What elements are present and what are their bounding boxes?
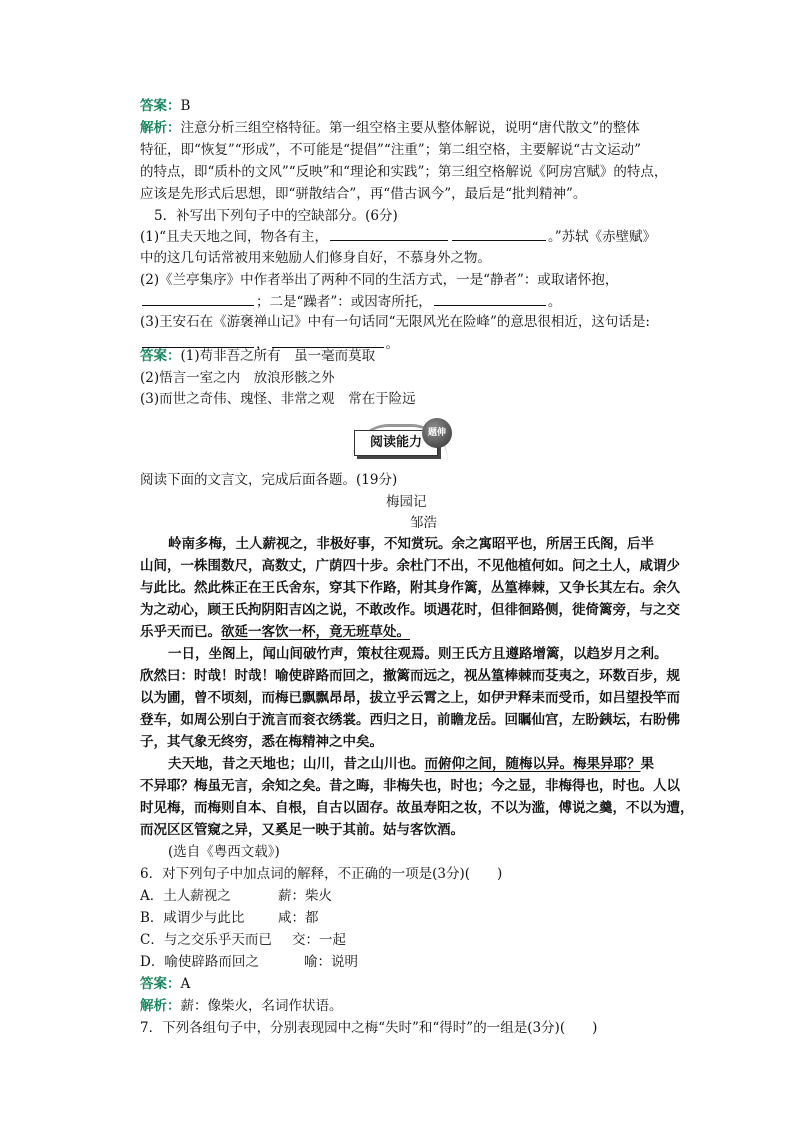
q5-s2-line-2: ；二是“躁者”：或因寄所托， 。 <box>140 293 561 311</box>
reading-intro: 阅读下面的文言文，完成后面各题。(19分) <box>140 472 398 488</box>
p2-line-5: 子，其气象无终穷，悉在梅精神之中矣。 <box>140 734 383 750</box>
q4-analysis-line-3: 的特点，即“质朴的文风”“反映”和“理论和实践”；第三组空格解说《阿房宫赋》的特点， <box>140 164 668 180</box>
q4-analysis-line-4: 应该是先形式后思想，即“骈散结合”，再“借古讽今”，最后是“批判精神”。 <box>140 186 587 202</box>
q4-answer-value: B <box>180 98 191 114</box>
q6-option-a[interactable]: A．土人薪视之 薪：柴火 <box>140 888 332 904</box>
p3-line-2: 不异耶？梅虽无言，余知之矣。昔之晦，非梅失也，时也；今之显，非梅得也，时也。人以 <box>140 778 680 794</box>
q7-stem: 7．下列各组句子中，分别表现园中之梅“失时”和“得时”的一组是(3分)( ) <box>140 1020 598 1036</box>
q5-answer-2: (2)悟言一室之内 放浪形骸之外 <box>140 370 335 386</box>
fill-blank[interactable] <box>452 228 546 241</box>
banner-badge-icon: 题伸 <box>422 418 452 448</box>
p1-line-1: 岭南多梅，土人薪视之，非极好事，不知赏玩。余之寓昭平也，所居王氏阁，后半 <box>168 536 654 552</box>
fill-blank[interactable] <box>142 293 254 306</box>
answer-label: 答案： <box>140 98 181 114</box>
passage-source: (选自《粤西文载》) <box>168 844 280 860</box>
q4-analysis-line-2: 特征，即“恢复”“形成”，不可能是“提倡”“注重”；第二组空格，主要解说“古文运动” <box>140 142 642 158</box>
q6-stem: 6．对下列句子中加点词的解释，不正确的一项是(3分)( ) <box>140 866 503 882</box>
q6-option-c[interactable]: C．与之交乐乎天而已 交：一起 <box>140 932 346 948</box>
q6-answer-row: 答案：A <box>140 976 191 992</box>
p1-line-2: 山间，一株围数尺，高数丈，广荫四十步。余杜门不出，不见他植何如。问之土人，咸谓少 <box>140 558 680 574</box>
banner-label: 阅读能力 <box>354 430 438 456</box>
p3-line-1: 夫天地，昔之天地也；山川，昔之山川也。而俯仰之间，随梅以异。梅果异耶？果 <box>168 756 654 772</box>
section-banner <box>352 414 454 460</box>
q5-s3-line-2: ， 。 <box>140 335 399 353</box>
q5-s2-line-1: (2)《兰亭集序》中作者举出了两种不同的生活方式，一是“静者”：或取诸怀抱， <box>140 272 619 288</box>
p2-line-2: 欣然曰：时哉！时哉！喻使辟路而回之，撤篱而远之，视丛篁棒棘而芟夷之，环数百步，规 <box>140 668 680 684</box>
p3-line-3: 时见梅，而梅则自本、自根，自古以固存。故虽寿阳之妆，不以为滥，傅说之羹，不以为遭， <box>140 800 694 816</box>
q5-answer-1: 答案：(1)苟非吾之所有 虽一毫而莫取 <box>140 348 376 364</box>
p1-line-5: 乐乎天而已。欲延一客饮一杯，竟无班草处。 <box>140 624 410 640</box>
passage-title: 梅园记 <box>386 494 427 510</box>
analysis-label: 解析： <box>140 998 181 1014</box>
fill-blank[interactable] <box>272 335 384 348</box>
underlined-sentence: 而俯仰之间，随梅以异。梅果异耶？ <box>424 756 641 772</box>
q4-answer-row <box>140 98 190 115</box>
p2-line-1: 一日，坐阁上，闻山间破竹声，策杖往观焉。则王氏方且遵路增篱，以趋岁月之利。 <box>168 646 668 662</box>
fill-blank[interactable] <box>330 228 448 241</box>
p2-line-3: 以为圃，曾不顷刻，而梅已飘飘昂昂，拔立乎云霄之上，如伊尹释耒而受币，如吕望投竿而 <box>140 690 680 706</box>
p3-line-4: 而况区区管窥之异，又奚足一映于其前。姑与客饮酒。 <box>140 822 464 838</box>
q5-s1-line-2: 中的这几句话常被用来勉励人们修身自好，不慕身外之物。 <box>140 250 491 266</box>
q5-stem: 5．补写出下列句子中的空缺部分。(6分) <box>154 208 398 224</box>
p2-line-4: 登车，如周公别白于流言而衮衣绣裳。西归之日，前瞻龙岳。回瞩仙宫，左盼銕坛，右盼佛 <box>140 712 680 728</box>
q5-s1-line-1: (1)“且夫天地之间，物各有主， 。”苏轼《赤壁赋》 <box>140 229 657 245</box>
q6-analysis-row: 解析：薪：像柴火，名词作状语。 <box>140 998 343 1014</box>
p1-line-4: 为之动心，顾王氏拘阴阳吉凶之说，不敢改作。顷遇花时，但徘徊路侧，徙倚篱旁，与之交 <box>140 602 680 618</box>
answer-label: 答案： <box>140 348 181 364</box>
answer-label: 答案： <box>140 976 181 992</box>
fill-blank[interactable] <box>434 293 546 306</box>
q5-answer-3: (3)而世之奇伟、瑰怪、非常之观 常在于险远 <box>140 391 416 407</box>
underlined-sentence: 欲延一客饮一杯，竟无班草处。 <box>221 624 410 640</box>
analysis-label: 解析： <box>140 120 181 136</box>
q5-s3-line-1: (3)王安石在《游褒禅山记》中有一句话同“无限风光在险峰”的意思很相近，这句话是: <box>140 314 650 330</box>
q4-analysis-line-1: 解析：注意分析三组空格特征。第一组空格主要从整体解说，说明“唐代散文”的整体 <box>140 120 640 136</box>
passage-author: 邹浩 <box>410 515 437 531</box>
q6-option-d[interactable]: D．喻使辟路而回之 喻：说明 <box>140 954 358 970</box>
p1-line-3: 与此比。然此株正在王氏舍东，穿其下作路，附其身作篱，丛篁棒棘，又争长其左右。余久 <box>140 580 680 596</box>
q6-option-b[interactable]: B．咸谓少与此比 咸：都 <box>140 910 319 926</box>
fill-blank[interactable] <box>142 335 254 348</box>
